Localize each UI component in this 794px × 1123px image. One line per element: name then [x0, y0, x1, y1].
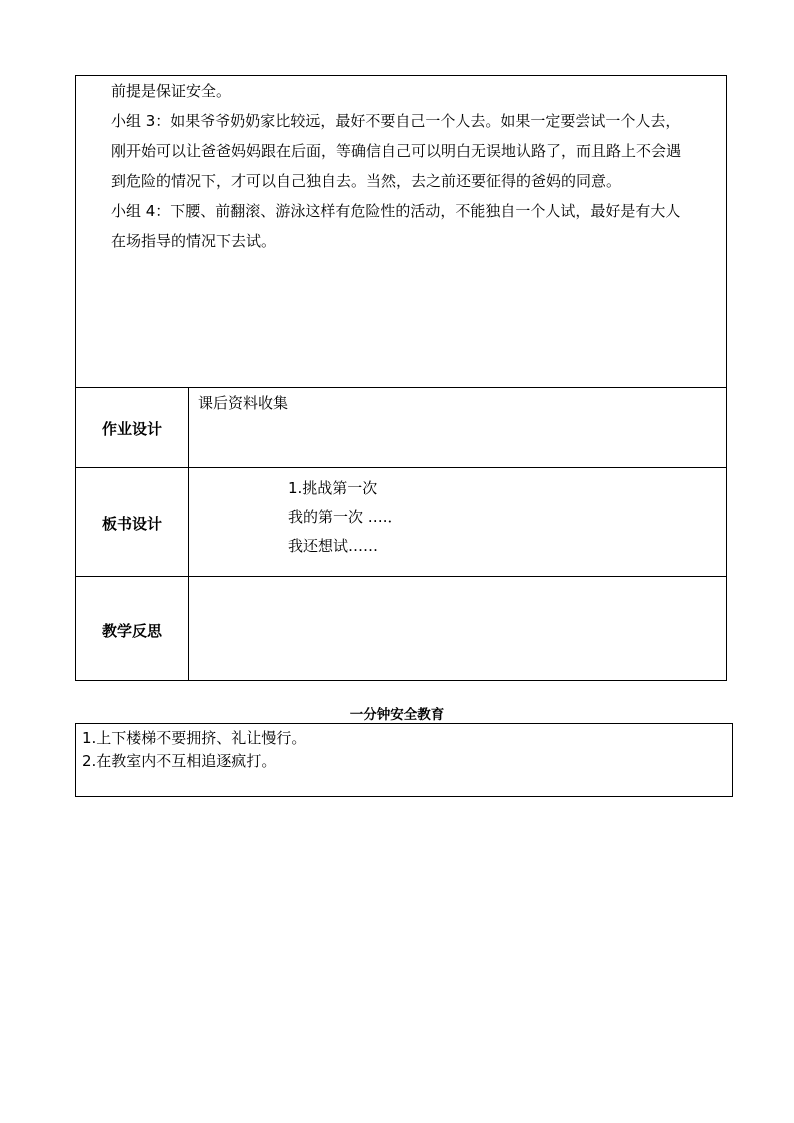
column-divider [188, 387, 189, 680]
homework-content: 课后资料收集 [198, 394, 289, 412]
safety-item: 2.在教室内不互相追逐疯打。 [82, 752, 277, 770]
lesson-paragraph: 前提是保证安全。 [111, 82, 232, 100]
safety-box [75, 723, 733, 797]
homework-label: 作业设计 [101, 420, 162, 438]
lesson-paragraph: 在场指导的情况下去试。 [111, 232, 277, 250]
board-label: 板书设计 [101, 515, 162, 533]
lesson-paragraph: 小组 4：下腰、前翻滚、游泳这样有危险性的活动，不能独自一个人试，最好是有大人 [111, 202, 681, 220]
lesson-paragraph: 刚开始可以让爸爸妈妈跟在后面，等确信自己可以明白无误地认路了，而且路上不会遇 [111, 142, 682, 160]
reflection-label: 教学反思 [101, 622, 162, 640]
lesson-paragraph: 小组 3：如果爷爷奶奶家比较远，最好不要自己一个人去。如果一定要尝试一个人去， [111, 112, 681, 130]
row-divider [76, 387, 726, 388]
row-divider [76, 467, 726, 468]
lesson-table [75, 75, 727, 681]
safety-title: 一分钟安全教育 [349, 707, 445, 723]
board-line: 我的第一次 ….． [288, 508, 403, 526]
row-divider [76, 576, 726, 577]
safety-item: 1.上下楼梯不要拥挤、礼让慢行。 [82, 729, 307, 747]
board-line: 我还想试…… [288, 537, 379, 555]
lesson-paragraph: 到危险的情况下，才可以自己独自去。当然，去之前还要征得的爸妈的同意。 [111, 172, 622, 190]
board-line: 1.挑战第一次 [288, 479, 378, 497]
